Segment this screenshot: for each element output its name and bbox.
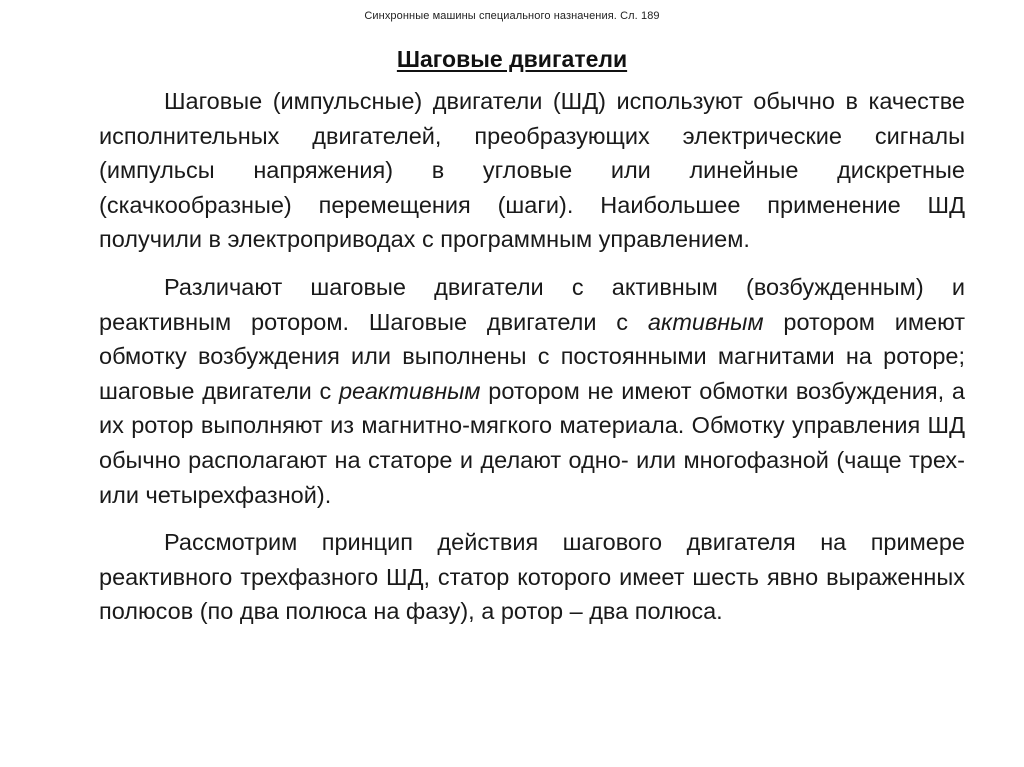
paragraph-rotor-types-part3: ротором не имеют обмотки возбуждения, а их ротор выполняют из магнитно-мягкого материала. Обмотку управления ШД обычно располагают на статоре и делают одно- или многофазной (чаще трех- или четырехфазной). — [99, 377, 965, 508]
paragraph-rotor-types-part1: Различают шаговые двигатели с активным (возбужденным) и реактивным ротором. Шаговые двигатели с — [99, 273, 965, 335]
slide-body — [99, 84, 965, 629]
paragraph-rotor-types — [99, 270, 965, 512]
slide-title: Шаговые двигатели — [396, 46, 628, 72]
paragraph-principle: Рассмотрим принцип действия шагового двигателя на примере реактивного трехфазного ШД, статор которого имеет шесть явно выраженных полюсов (по два полюса на фазу), а ротор – два полюса. — [99, 529, 965, 625]
paragraph-intro: Шаговые (импульсные) двигатели (ШД) используют обычно в качестве исполнительных двигателей, преобразующих электрические сигналы (импульсы напряжения) в угловые или линейные дискретные (скачкообразные) перемещения (шаги). Наибольшее применение ШД получили в электроприводах с программным управлением. — [99, 88, 965, 253]
paragraph-rotor-types-part2: ротором имеют обмотку возбуждения или выполнены с постоянными магнитами на роторе; шаговые двигатели с — [99, 308, 965, 404]
emphasis-reactive: реактивным — [338, 377, 481, 404]
emphasis-active: активным — [647, 308, 764, 335]
slide-header: Синхронные машины специального назначения. Сл. 189 — [364, 10, 660, 22]
